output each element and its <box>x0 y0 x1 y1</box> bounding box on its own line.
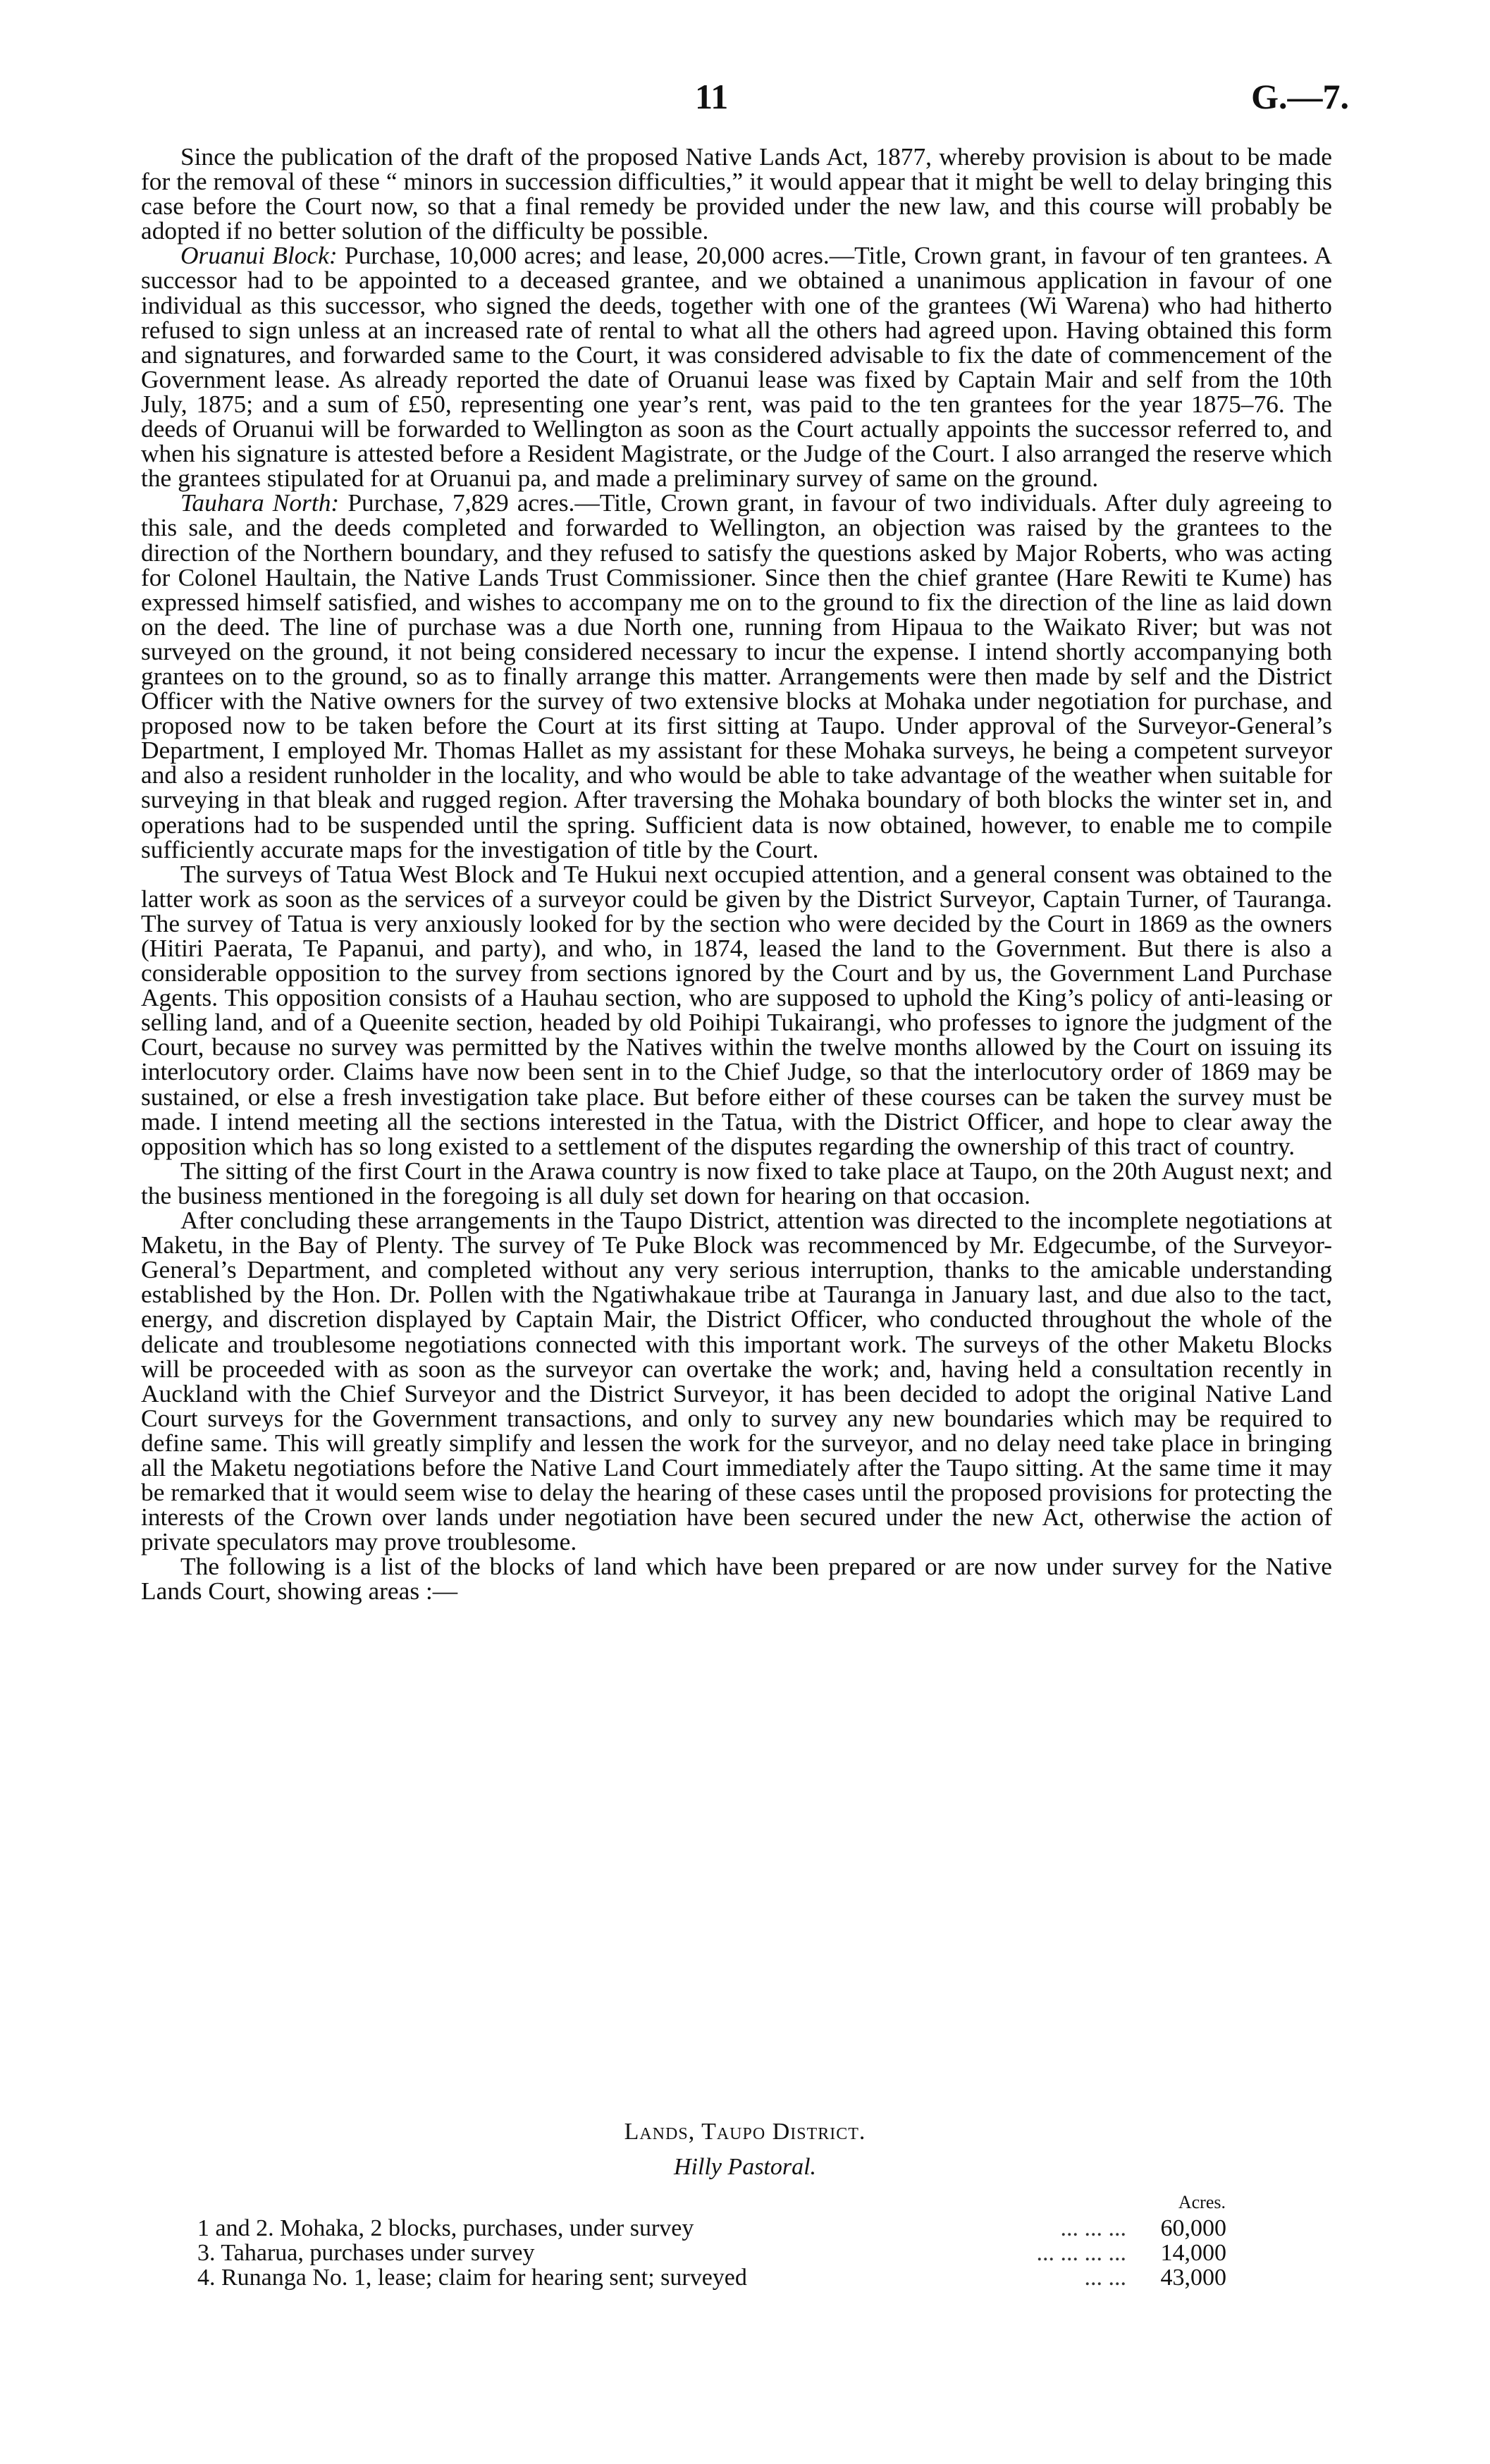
paragraph <box>141 488 1333 863</box>
paragraph <box>141 1208 1332 1554</box>
acres-value: 43,000 <box>1160 2265 1226 2291</box>
block-label: 4. Runanga No. 1, lease; claim for hearing sent; surveyed <box>197 2265 747 2291</box>
section-title: Lands, Taupo District. <box>624 2119 866 2145</box>
paragraph-text: Purchase, 10,000 acres; and lease, 20,000 acres.—Title, Crown grant, in favour of ten grantees. A successor had to be appointed to a deceased grantee, and we obtained a unanimous application in favour of one individual as this successor, who signed the deeds, together with one of the grantees (Wi Warena) who had hitherto refused to sign unless at an increased rate of rental to what all the others had agreed upon. Having obtained this form and signatures, and forwarded same to the Court, it was considered advisable to fix the date of commencement of the Government lease. As already reported the date of Oruanui lease was fixed by Captain Mair and self from the 10th July, 1875; and a sum of £50, representing one year’s rent, was paid to the ten grantees for the year 1875–76. The deeds of Oruanui will be forwarded to Wellington as soon as the Court actually appoints the successor referred to, and when his signature is attested before a Resident Magistrate, or the Judge of the Court. I also arranged the reserve which the grantees stipulated for at Oruanui pa, and made a preliminary survey of same on the ground. <box>141 241 1332 493</box>
body-text <box>141 144 1332 1604</box>
paragraph-text: Since the publication of the draft of the proposed Native Lands Act, 1877, whereby provision is about to be made for the removal of these “ minors in succession difficulties,” it would appear that it might be well to delay bringing this case before the Court now, so that a final remedy be provided under the new law, and this course will probably be adopted if no better solution of the difficulty be possible. <box>141 142 1332 245</box>
leader-dots: ... ... ... <box>1060 2215 1126 2241</box>
block-label: 3. Taharua, purchases under survey <box>197 2240 535 2266</box>
table-row <box>197 2265 1226 2290</box>
paragraph <box>141 1156 1332 1209</box>
paragraph-text: After concluding these arrangements in the Taupo District, attention was directed to the incomplete negotiations at Maketu, in the Bay of Plenty. The survey of Te Puke Block was recommenced by Mr. Edgecumbe, of the Surveyor-General’s Department, and completed without any very serious interruption, thanks to the amicable understanding established by the Hon. Dr. Pollen with the Ngatiwhakaue tribe at Tauranga in January last, and due also to the tact, energy, and discretion displayed by Captain Mair, the District Officer, who conducted throughout the whole of the delicate and troublesome negotiations connected with this important work. The surveys of the other Maketu Blocks will be proceeded with as soon as the surveyor can overtake the work; and, having held a consultation recently in Auckland with the Chief Surveyor and the District Surveyor, it has been decided to adopt the original Native Land Court surveys for the Government transactions, and only to survey any new boundaries which may be required to define same. This will greatly simplify and lessen the work for the surveyor, and no delay need take place in bringing all the Maketu negotiations before the Native Land Court immediately after the Taupo sitting. At the same time it may be remarked that it would seem wise to delay the hearing of these cases until the proposed provisions for protecting the interests of the Crown over lands under negotiation have been secured under the new Act, otherwise the action of private speculators may prove troublesome. <box>141 1206 1332 1556</box>
block-name: Tauhara North: <box>180 488 340 517</box>
paragraph-text: The following is a list of the blocks of land which have been prepared or are now under survey for the Native Lands Court, showing areas :— <box>141 1552 1332 1606</box>
paragraph <box>141 144 1332 243</box>
paragraph <box>141 243 1332 491</box>
acres-value: 14,000 <box>1160 2240 1226 2266</box>
paragraph <box>141 859 1332 1160</box>
leader-dots: ... ... <box>1084 2265 1126 2291</box>
paragraph-text: The sitting of the first Court in the Arawa country is now fixed to take place at Taupo, on the 20th August next; and the business mentioned in the foregoing is all duly set down for hearing on that occasion. <box>141 1156 1332 1209</box>
section-subtitle: Hilly Pastoral. <box>673 2154 817 2180</box>
page-header <box>0 76 1490 125</box>
table-row <box>197 2216 1226 2241</box>
acres-column-header: Acres. <box>1178 2192 1226 2212</box>
paragraph-text: The surveys of Tatua West Block and Te Hukui next occupied attention, and a general consent was obtained to the latter work as soon as the services of a surveyor could be given by the District Surveyor, Captain Turner, of Tauranga. The survey of Tatua is very anxiously looked for by the section who were decided by the Court in 1869 as the owners (Hitiri Paerata, Te Papanui, and party), and who, in 1874, leased the land to the Government. But there is also a considerable opposition to the survey from sections ignored by the Court and by us, the Government Land Purchase Agents. This opposition consists of a Hauhau section, who are supposed to uphold the King’s policy of anti-leasing or selling land, and of a Queenite section, headed by old Poihipi Tukairangi, who professes to ignore the judgment of the Court, because no survey was permitted by the Natives within the twelve months allowed by the Court on issuing its interlocutory order. Claims have now been sent in to the Chief Judge, so that the interlocutory order of 1869 may be sustained, or else a fresh investigation take place. But before either of these courses can be taken the survey must be made. I intend meeting all the sections interested in the Tatua, with the District Officer, and hope to clear away the opposition which has so long existed to a settlement of the disputes regarding the ownership of this tract of country. <box>141 859 1332 1160</box>
leader-dots: ... ... ... ... <box>1036 2240 1126 2266</box>
paragraph <box>141 1552 1332 1606</box>
lands-table <box>197 2189 1226 2290</box>
page-number: 11 <box>695 77 729 116</box>
block-name: Oruanui Block: <box>180 241 338 270</box>
acres-value: 60,000 <box>1160 2215 1226 2241</box>
table-row <box>197 2241 1226 2265</box>
paragraph-text: Purchase, 7,829 acres.—Title, Crown grant, in favour of two individuals. After duly agreeing to this sale, and the deeds completed and forwarded to Wellington, an objection was raised by the grantees to the direction of the Northern boundary, and they refused to satisfy the questions asked by Major Roberts, who was acting for Colonel Haultain, the Native Lands Trust Commissioner. Since then the chief grantee (Hare Rewiti te Kume) has expressed himself satisfied, and wishes to accompany me on to the ground to fix the direction of the line as laid down on the deed. The line of purchase was a due North one, running from Hipaua to the Waikato River; but was not surveyed on the ground, it not being considered necessary to incur the expense. I intend shortly accompanying both grantees on to the ground, so as to finally arrange this matter. Arrangements were then made by self and the District Officer with the Native owners for the survey of two extensive blocks at Mohaka under negotiation for purchase, and proposed now to be taken before the Court at its first sitting at Taupo. Under approval of the Surveyor-General’s Department, I employed Mr. Thomas Hallet as my assistant for these Mohaka surveys, he being a competent surveyor and also a resident runholder in the locality, and who would be able to take advantage of the weather when suitable for surveying in that bleak and rugged region. After traversing the Mohaka boundary of both blocks the winter set in, and operations had to be suspended until the spring. Sufficient data is now obtained, however, to enable me to compile sufficiently accurate maps for the investigation of title by the Court. <box>141 488 1333 863</box>
table-header-row <box>197 2189 1226 2216</box>
block-label: 1 and 2. Mohaka, 2 blocks, purchases, under survey <box>197 2215 694 2241</box>
document-reference: G.—7. <box>1251 77 1349 116</box>
